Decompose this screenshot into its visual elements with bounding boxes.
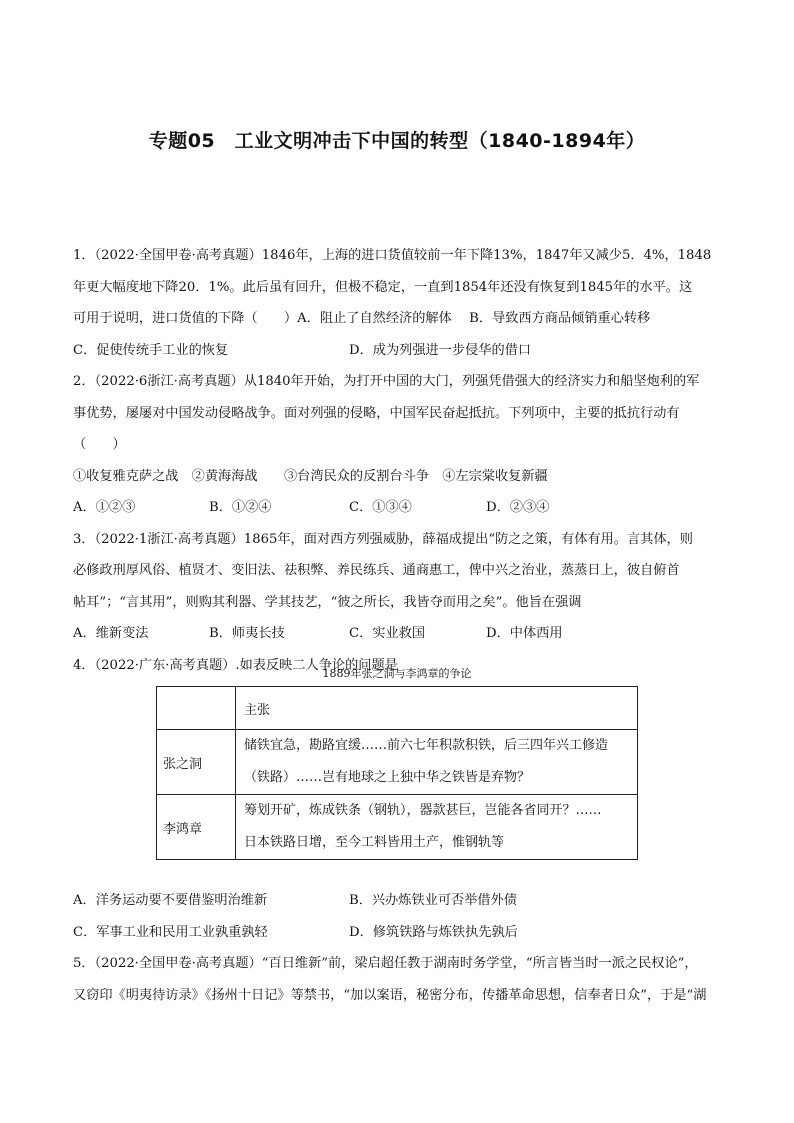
table-header-row (157, 687, 638, 730)
table-header-empty (157, 687, 236, 730)
q2-options (73, 492, 738, 524)
table-row-content (236, 730, 638, 795)
table-row-content (236, 795, 638, 860)
table-row (157, 795, 638, 860)
q3-option-d: D．中体西用 (486, 626, 563, 641)
q3-line-2: 必修政刑厚风俗、植贤才、变旧法、祛积弊、养民练兵、通商惠工，俾中兴之治业，蒸蒸日上，彼自俯首 (73, 563, 680, 578)
table-cell-line: （铁路）……岂有地球之上独中华之铁皆是弃物？ (244, 770, 531, 785)
q1-options (73, 335, 738, 367)
questions-upper (73, 240, 738, 681)
q2-line-2: 事优势，屡屡对中国发动侵略战争。面对列强的侵略，中国军民奋起抵抗。下列项中，主要的抵抗行动有 (73, 405, 680, 421)
q4-option-a: A．洋务运动要不要借鉴明治维新 (73, 893, 268, 908)
q2-line-4: ①收复雅克萨之战 ②黄海海战 ③台湾民众的反割台斗争 ④左宗棠收复新疆 (73, 468, 548, 484)
debate-table-block (156, 662, 638, 860)
q1-line-3: 可用于说明，进口货值的下降（ ）A．阻止了自然经济的解体 B．导致西方商品倾销重心转移 (73, 311, 651, 326)
q2-line-3: （ ） (73, 437, 126, 452)
q1-option-c: C．促使传统手工业的恢复 (73, 342, 229, 358)
q3-line-1: 3．（2022·1浙江·高考真题）1865年，面对西方列强威胁，薛福成提出“防之之策，有体有用。言其体，则 (73, 531, 693, 547)
page-title: 专题05 工业文明冲击下中国的转型（1840-1894年） (148, 130, 646, 152)
q2-option-b: B．①②④ (209, 500, 272, 515)
q5-line-1: 5．（2022·全国甲卷·高考真题）“百日维新”前，梁启超任教于湖南时务学堂，“所言皆当时一派之民权论”， (73, 956, 698, 971)
table-row-name: 张之洞 (157, 730, 236, 795)
q4-option-c: C．军事工业和民用工业孰重孰轻 (73, 924, 268, 940)
table-row-name: 李鸿章 (157, 795, 236, 860)
q3-option-a: A．维新变法 (73, 626, 149, 641)
q3-line-3: 帖耳”；“言其用”，则购其利器、学其技艺，“彼之所长，我皆夺而用之矣”。他旨在强调 (73, 594, 582, 610)
table-caption: 1889年张之洞与李鸿章的争论 (322, 667, 472, 680)
q5-line-2: 又窃印《明夷待访录》《扬州十日记》等禁书，“加以案语，秘密分布，传播革命思想，信奉者日众”，于是“湖 (73, 987, 707, 1003)
q4-options-row-1 (73, 885, 738, 917)
q3-option-c: C．实业救国 (349, 626, 426, 641)
q4-line: 4．（2022·广东·高考真题）.如表反映二人争论的问题是 (73, 657, 398, 673)
q3-options (73, 618, 738, 650)
q4-options-row-2 (73, 917, 738, 949)
table-cell-line: 日本铁路日增，至今工料皆用土产，惟钢轨等 (244, 835, 505, 850)
q2-option-d: D．②③④ (486, 500, 550, 515)
q2-option-c: C．①③④ (349, 500, 412, 515)
debate-table (156, 686, 638, 860)
q2-option-a: A．①②③ (73, 500, 136, 515)
table-row (157, 730, 638, 795)
table-cell-line: 筹划开矿，炼成铁条（钢轨），器款甚巨，岂能各省同开？…… (244, 803, 602, 818)
q2-line-1: 2．（2022·6浙江·高考真题）从1840年开始，为打开中国的大门，列强凭借强大的经济实力和船坚炮利的军 (73, 374, 700, 389)
table-header-label: 主张 (236, 687, 638, 730)
q1-line-1: 1．（2022·全国甲卷·高考真题）1846年，上海的进口货值较前一年下降13%，1847年又减少5．4%，1848 (73, 248, 712, 263)
q3-option-b: B．师夷长技 (209, 626, 285, 641)
q4-option-b: B．兴办炼铁业可否举借外债 (349, 893, 517, 908)
table-cell-line: 储铁宜急，勘路宜缓……前六七年积款积铁，后三四年兴工修造 (244, 738, 609, 753)
questions-lower (73, 885, 738, 1011)
q1-line-2: 年更大幅度地下降20．1%。此后虽有回升，但极不稳定，一直到1854年还没有恢复到1845年的水平。这 (73, 279, 693, 295)
q4-option-d: D．修筑铁路与炼铁执先孰后 (349, 924, 518, 940)
q1-option-d: D．成为列强进一步侵华的借口 (349, 342, 532, 358)
